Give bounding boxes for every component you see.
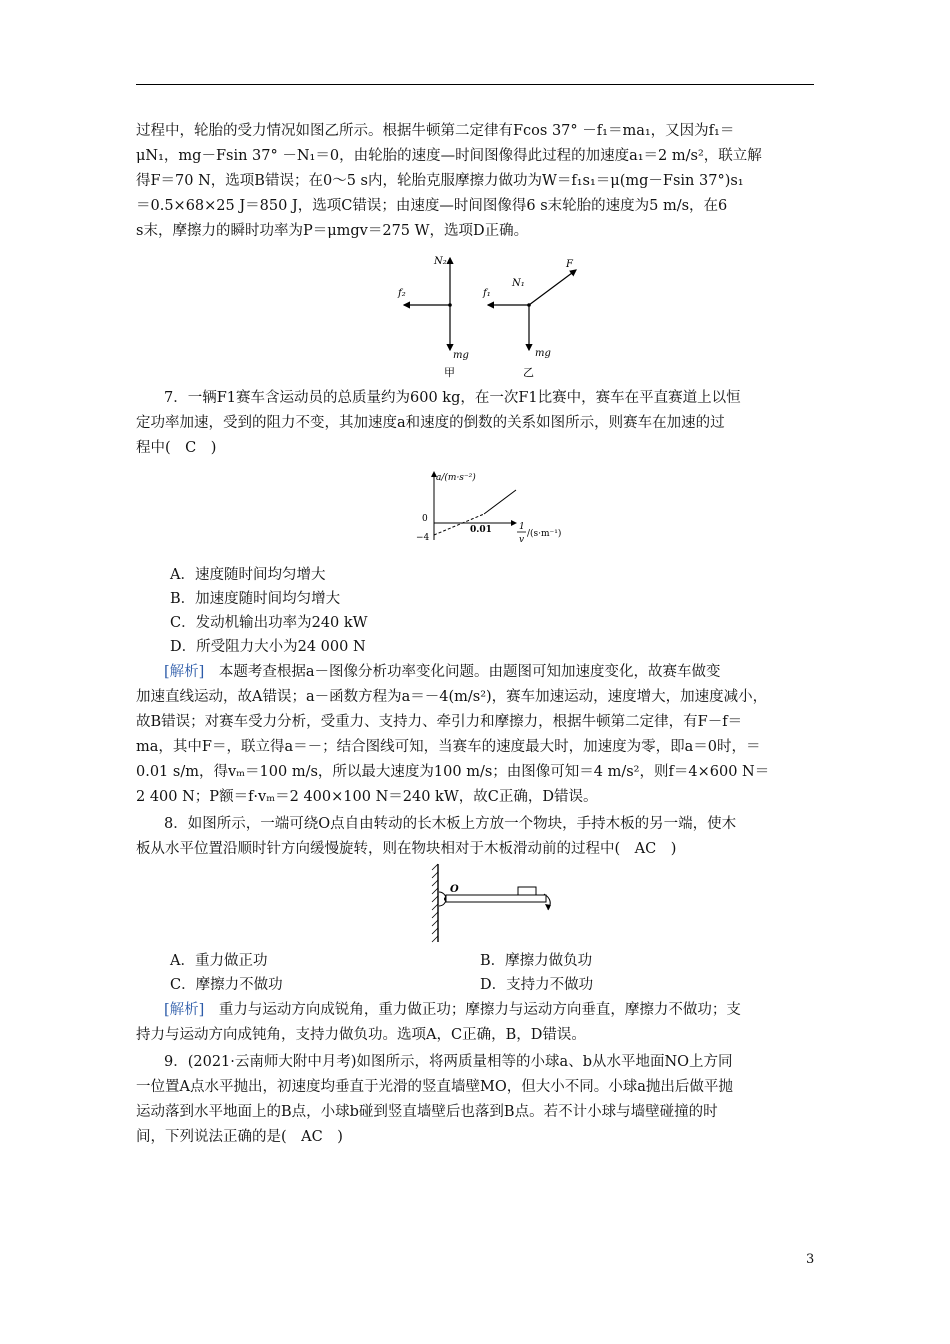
q8-analysis [136, 998, 816, 1048]
text-line: 9．(2021·云南师大附中月考)如图所示，将两质量相等的小球a、b从水平地面NO上方同 [164, 1054, 733, 1070]
caption-jia: 甲 [444, 366, 455, 379]
text-line: 一位置A点水平抛出，初速度均垂直于光滑的竖直墙壁MO，但大小不同。小球a抛出后做平抛 [136, 1079, 733, 1095]
header-rule [136, 84, 814, 85]
text-line: ma，其中F＝，联立得a＝－；结合图线可知，当赛车的速度最大时，加速度为零，即a＝0时，＝ [136, 739, 761, 755]
text-line [136, 660, 816, 685]
block [518, 887, 536, 895]
text-line: 板从水平位置沿顺时针方向缓慢旋转，则在物块相对于木板滑动前的过程中( AC ) [136, 841, 677, 857]
origin-label: 0 [422, 514, 428, 524]
q7-option-b: B．加速度随时间均匀增大 [170, 591, 341, 607]
text-line: 得F＝70 N，选项B错误；在0～5 s内，轮胎克服摩擦力做功为W＝f₁s₁＝μ(mg－Fsin 37°)s₁ [136, 173, 744, 189]
n1-label: N₁ [512, 278, 525, 289]
q8-option-c: C．摩擦力不做功 [170, 977, 283, 993]
analysis-text: 本题考查根据a－图像分析功率变化问题。由题图可知加速度变化，故赛车做变 [204, 664, 721, 680]
text-line: 持力与运动方向成钝角，支持力做负功。选项A，C正确，B，D错误。 [136, 1027, 586, 1043]
mg-label-jia: mg [453, 350, 469, 361]
a-inverse-v-graph [408, 466, 578, 548]
q8-option-a: A．重力做正功 [170, 953, 268, 969]
f-label: F [566, 259, 573, 270]
x-axis-den: v [519, 535, 525, 545]
board-rotation-diagram [426, 862, 566, 944]
text-line: 加速直线运动，故A错误；a－函数方程为a＝－4(m/s²)，赛车加速运动，速度增大，加速度减小， [136, 689, 768, 705]
analysis-text: 重力与运动方向成锐角，重力做正功；摩擦力与运动方向垂直，摩擦力不做功；支 [204, 1002, 741, 1018]
text-line: 7．一辆F1赛车含运动员的总质量约为600 kg，在一次F1比赛中，赛车在平直赛道上以恒 [164, 390, 741, 406]
text-line: 间，下列说法正确的是( AC ) [136, 1129, 343, 1145]
y-axis-label: a/(m·s⁻²) [436, 473, 476, 483]
q7-stem [136, 386, 816, 461]
text-line: 运动落到水平地面上的B点，小球b碰到竖直墙壁后也落到B点。若不计小球与墙壁碰撞的时 [136, 1104, 718, 1120]
f2-label: f₂ [398, 288, 406, 299]
text-line: 0.01 s/m，得vₘ＝100 m/s，所以最大速度为100 m/s；由图像可知＝4 m/s²，则f＝4×600 N＝ [136, 764, 770, 780]
text-line: 定功率加速，受到的阻力不变，其加速度a和速度的倒数的关系如图所示，则赛车在加速的过 [136, 415, 725, 431]
board [446, 895, 546, 902]
analysis-tag: [解析] [164, 1002, 205, 1018]
wall [432, 864, 438, 942]
text-line: μN₁，mg－Fsin 37° －N₁＝0，由轮胎的速度—时间图像得此过程的加速度a₁＝2 m/s²，联立解 [136, 148, 762, 164]
caption-yi: 乙 [523, 366, 534, 379]
analysis-tag: [解析] [164, 664, 205, 680]
x-intercept-label: 0.01 [470, 525, 492, 535]
q7-option-c: C．发动机输出功率为240 kW [170, 615, 368, 631]
force-diagrams [380, 250, 600, 380]
f-arrow [529, 270, 576, 305]
text-line: ＝0.5×68×25 J＝850 J，选项C错误；由速度—时间图像得6 s末轮胎的速度为5 m/s，在6 [136, 198, 728, 214]
mg-label-yi: mg [535, 348, 551, 359]
q8-option-d: D．支持力不做功 [480, 977, 594, 993]
text-line: 程中( C ) [136, 440, 217, 456]
page-number: 3 [806, 1252, 815, 1267]
q7-analysis [136, 660, 816, 810]
text-line: 过程中，轮胎的受力情况如图乙所示。根据牛顿第二定律有Fcos 37° －f₁＝ma₁，又因为f₁＝ [136, 123, 735, 139]
diagram-yi [482, 259, 576, 379]
q6-continuation [136, 119, 816, 244]
q8-stem [136, 812, 816, 862]
q9-stem [136, 1050, 816, 1150]
diagram-jia [397, 256, 469, 379]
pivot-label: O [450, 884, 459, 895]
text-line: s末，摩擦力的瞬时功率为P＝μmgv＝275 W，选项D正确。 [136, 223, 529, 239]
x-axis-num: 1 [519, 522, 525, 532]
n2-label: N₂ [434, 256, 447, 267]
q8-option-b: B．摩擦力做负功 [480, 953, 593, 969]
x-axis-unit: /(s·m⁻¹) [527, 529, 562, 539]
q7-option-a: A．速度随时间均匀增大 [170, 567, 326, 583]
text-line: 2 400 N；P额＝f·vₘ＝2 400×100 N＝240 kW，故C正确，D错误。 [136, 789, 598, 805]
text-line: 故B错误；对赛车受力分析，受重力、支持力、牵引力和摩擦力，根据牛顿第二定律，有F－f＝ [136, 714, 743, 730]
f1-label: f₁ [483, 288, 491, 299]
q7-option-d: D．所受阻力大小为24 000 N [170, 639, 366, 655]
text-line [136, 998, 816, 1023]
y-intercept-label: −4 [416, 533, 430, 543]
data-line [484, 490, 516, 514]
text-line: 8．如图所示，一端可绕O点自由转动的长木板上方放一个物块，手持木板的另一端，使木 [164, 816, 737, 832]
